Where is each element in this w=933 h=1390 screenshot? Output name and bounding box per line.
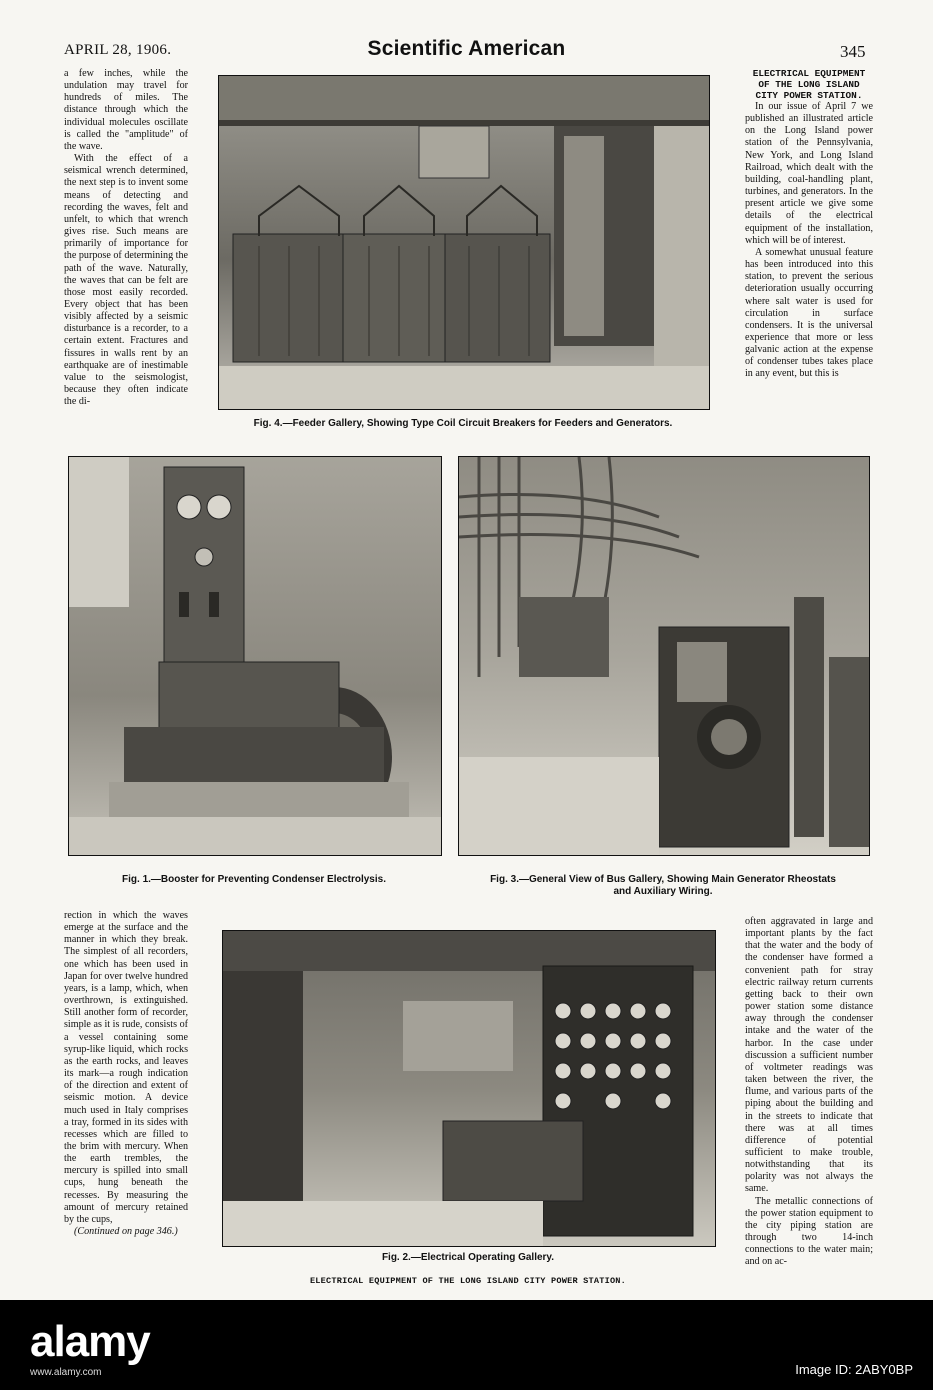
paragraph: In our issue of April 7 we published an illustrated article on the Long Island power station of the Pennsylvania, New York, and Long Island Railroad, which dealt with the building, coal-handling plant, turbines, and generators. In the present article we give some details of the electrical equipment of the installation, which will be of interest. <box>745 101 873 246</box>
paragraph: With the effect of a seismical wrench determined, the next step is to invent some means of detecting and recording the waves, felt and unfelt, to which that wrench gives rise. Such means are primarily of importance for the purpose of determining the path of the wave. Naturally, the waves that can be felt are those most easily recorded. Every object that has been visibly affected by a seismic disturbance is a recorder, to a certain extent. Fractures and fissures in walls rent by an earthquake are of inestimable value to the seismologist, because they often indicate the di- <box>64 153 188 408</box>
fig1-booster-photo <box>68 456 442 856</box>
paragraph: The metallic connections of the power station equipment to the city piping station are through two 14-inch connections to the water main; and on ac- <box>745 1195 873 1268</box>
article-heading: ELECTRICAL EQUIPMENT OF THE LONG ISLAND CITY POWER STATION. <box>752 68 866 101</box>
fig3-bus-gallery-photo <box>458 456 870 856</box>
paragraph: often aggravated in large and important plants by the fact that the water and the body of the condenser have formed a convenient path for stray electric railway return currents getting back to their own power station some distance away through the condenser intake and the water of the harbor. In the case under discussion a sufficient number of voltmeter readings was taken between the river, the flume, and various parts of the piping about the building and in the streets to indicate that there was at all times difference of potential sufficient to make trouble, notwithstanding that its polarity was not always the same. <box>745 916 873 1195</box>
fig4-feeder-gallery-photo <box>218 75 710 410</box>
left-column-bottom <box>64 910 188 1238</box>
watermark-url: www.alamy.com <box>30 1367 102 1378</box>
general-caption: ELECTRICAL EQUIPMENT OF THE LONG ISLAND CITY POWER STATION. <box>309 1276 627 1286</box>
paragraph: rection in which the waves emerge at the surface and the manner in which they break. The simplest of all recorders, one which has been used in Japan for over twelve hundred years, is a lamp, which, when overthrown, is extinguished. Still another form of recorder, simple as it is rude, consists of a vessel containing some syrup-like liquid, which rocks as the earth rocks, and leaves its mark—a rough indication of the direction and extent of seismic motion. A device much used in Italy comprises a tray, formed in its sides with recesses which are filled to the brim with mercury. When the earth trembles, the mercury is spilled into small cups, hung beneath the recesses. By measuring the amount of mercury retained by the cups, <box>64 910 188 1225</box>
continued-note: (Continued on page 346.) <box>74 1226 178 1238</box>
right-column-top <box>745 68 873 381</box>
fig1-caption: Fig. 1.—Booster for Preventing Condenser Electrolysis. <box>122 874 386 885</box>
paragraph: A somewhat unusual feature has been introduced into this station, to prevent the serious deterioration usually occurring where salt water is used for circulation in surface condensers. It is the universal experience that more or less galvanic action at the expense of condenser tubes takes place in any event, but this is <box>745 246 873 380</box>
issue-date: APRIL 28, 1906. <box>64 42 172 58</box>
fig2-operating-gallery-photo <box>222 930 716 1247</box>
watermark-image-id: Image ID: 2ABY0BP <box>795 1362 913 1377</box>
masthead-title: Scientific American <box>367 37 566 60</box>
page-number: 345 <box>840 42 866 61</box>
watermark-logo: alamy <box>30 1317 150 1366</box>
fig4-caption: Fig. 4.—Feeder Gallery, Showing Type Coil Circuit Breakers for Feeders and Generators. <box>253 418 673 429</box>
fig3-caption-line1: Fig. 3.—General View of Bus Gallery, Showing Main Generator Rheostats <box>490 874 836 885</box>
left-column-top <box>64 68 188 408</box>
right-column-bottom <box>745 916 873 1269</box>
fig3-caption-line2: and Auxiliary Wiring. <box>613 886 713 897</box>
fig2-caption: Fig. 2.—Electrical Operating Gallery. <box>381 1252 555 1263</box>
paragraph: a few inches, while the undulation may travel for hundreds of miles. The distance through which the individual molecules oscillate is called the "amplitude" of the wave. <box>64 68 188 152</box>
